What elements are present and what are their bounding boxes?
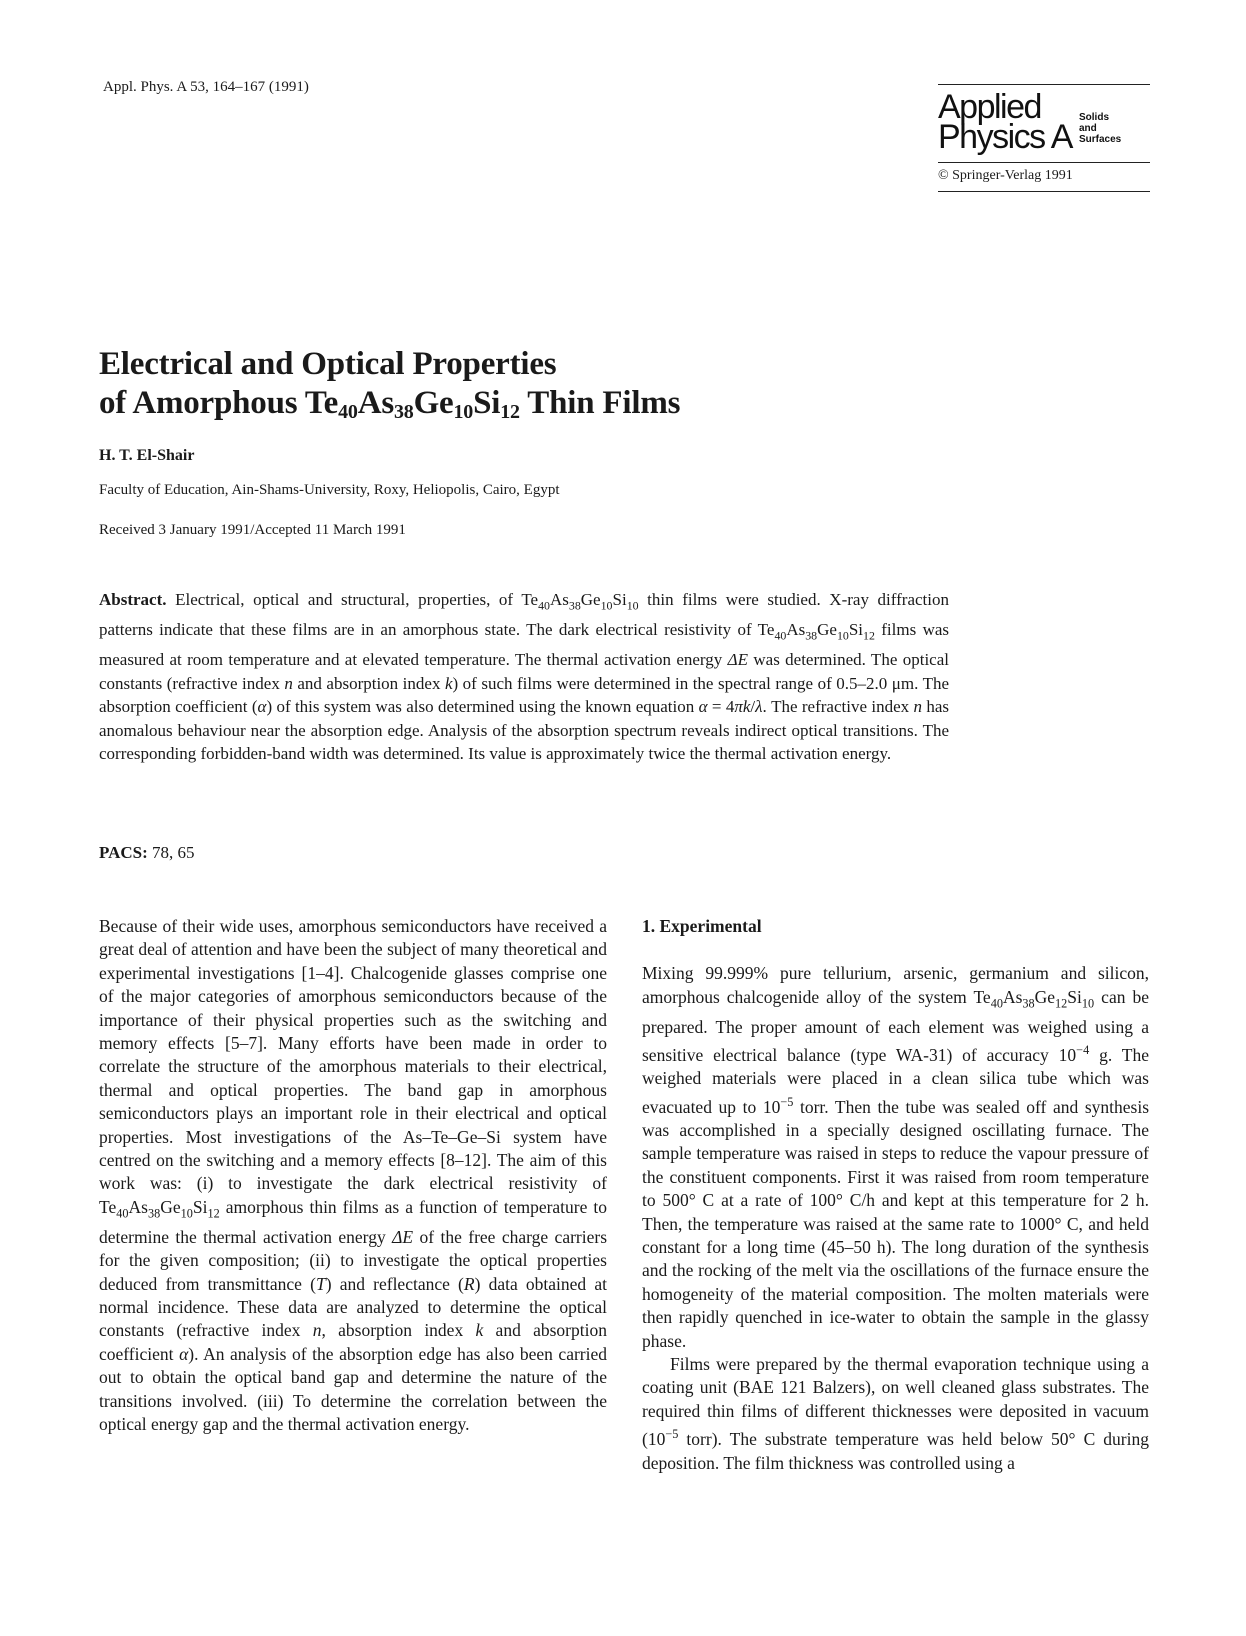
journal-section-word: Surfaces xyxy=(1079,134,1122,145)
affiliation: Faculty of Education, Ain-Shams-University, Roxy, Heliopolis, Cairo, Egypt xyxy=(99,482,560,498)
abstract: Abstract. Electrical, optical and structural, properties, of $Te_{40}As_{38}Ge_{10}Si_{10}$ thin films were studied. X-ray diffraction patterns indicate that these films are in an amorphous state. The dark electrical resistivity of $Te_{40}As_{38}Ge_{10}Si_{12}$ films was measured at room temperature and at elevated temperature. The thermal activation energy ΔE was determined. The optical constants (refractive index n and absorption index k) of such films were determined in the spectral range of 0.5–2.0 μm. The absorption coefficient (α) of this system was also determined using the known equation α = 4πk/λ. The refractive index n has anomalous behaviour near the absorption edge. Analysis of the absorption spectrum reveals indirect optical transitions. The corresponding forbidden-band width was determined. Its value is approximately twice the thermal activation energy. xyxy=(99,590,950,764)
journal-citation: Appl. Phys. A 53, 164–167 (1991) xyxy=(103,79,309,95)
title-line-1: Electrical and Optical Properties xyxy=(99,346,557,382)
experimental-paragraph-1: Mixing 99.999% pure tellurium, arsenic, germanium and silicon, amorphous chalcogenide alloy of the system $Te_{40}As_{38}Ge_{12}Si_{10}$ can be prepared. The proper amount of each element was weighed using a sensitive electrical balance (type WA-31) of accuracy $10^{-4}$ g. The weighed materials were placed in a clean silica tube which was evacuated up to $10^{-5}$ torr. Then the tube was sealed off and synthesis was accomplished in a specially designed oscillating furnace. The sample temperature was raised in steps to reduce the vapour pressure of the constituent components. First it was raised from room temperature to 500° C at a rate of 100° C/h and kept at this temperature for 2 h. Then, the temperature was raised at the same rate to 1000° C, and held constant for a long time (45–50 h). The long duration of the synthesis and the rocking of the melt via the oscillations of the furnace ensure the homogeneity of the material composition. The molten materials were then rapidly quenched in ice-water to obtain the sample in the glassy phase. xyxy=(642,963,1150,1351)
copyright: © Springer-Verlag 1991 xyxy=(938,168,1073,183)
logo-bottom-rule xyxy=(938,191,1150,192)
logo-top-rule xyxy=(938,84,1150,85)
journal-section-word: and xyxy=(1079,123,1097,134)
title-line-2: of Amorphous $Te_{40}As_{38}Ge_{10}Si_{12}$ Thin Films xyxy=(99,385,681,423)
pacs xyxy=(99,843,195,863)
introduction-column xyxy=(99,915,607,1436)
logo-middle-rule xyxy=(938,162,1150,163)
journal-section-word: Solids xyxy=(1079,112,1110,123)
section-heading-experimental: 1. Experimental xyxy=(642,916,762,936)
journal-name-line2: Physics A xyxy=(938,118,1072,156)
received-dates: Received 3 January 1991/Accepted 11 March 1991 xyxy=(99,522,406,538)
experimental-column xyxy=(642,915,1149,1475)
journal-name-line1: Applied xyxy=(938,88,1041,126)
abstract-label: Abstract. xyxy=(99,590,167,609)
introduction-paragraph: Because of their wide uses, amorphous semiconductors have received a great deal of attention and have been the subject of many theoretical and experimental investigations [1–4]. Chalcogenide glasses comprise one of the major categories of amorphous semiconductors because of the importance of their physical properties such as the switching and memory effects [5–7]. Many efforts have been made in order to correlate the structure of the amorphous materials to their electrical, thermal and optical properties. The band gap in amorphous semiconductors plays an important role in their electrical and optical properties. Most investigations of the As–Te–Ge–Si system have centred on the switching and a memory effects [8–12]. The aim of this work was: (i) to investigate the dark electrical resistivity of $Te_{40}As_{38}Ge_{10}Si_{12}$ amorphous thin films as a function of temperature to determine the thermal activation energy ΔE of the free charge carriers for the given composition; (ii) to investigate the optical properties deduced from transmittance (T) and reflectance (R) data obtained at normal incidence. These data are analyzed to determine the optical constants (refractive index n, absorption index k and absorption coefficient α). An analysis of the absorption edge has also been carried out to obtain the optical band gap and determine the nature of the transitions involved. (iii) To determine the correlation between the optical energy gap and the thermal activation energy. xyxy=(99,916,608,1435)
author: H. T. El-Shair xyxy=(99,447,195,464)
journal-section xyxy=(1079,112,1121,145)
journal-name xyxy=(938,88,1072,156)
pacs-label: PACS: xyxy=(99,843,148,862)
article-title xyxy=(99,345,680,423)
pacs-value: 78, 65 xyxy=(152,843,195,862)
experimental-paragraph-2: Films were prepared by the thermal evaporation technique using a coating unit (BAE 121 Balzers), on well cleaned glass substrates. The required thin films of different thicknesses were deposited in vacuum ($10^{-5}$ torr). The substrate temperature was held below 50° C during deposition. The film thickness was controlled using a xyxy=(642,1354,1149,1473)
